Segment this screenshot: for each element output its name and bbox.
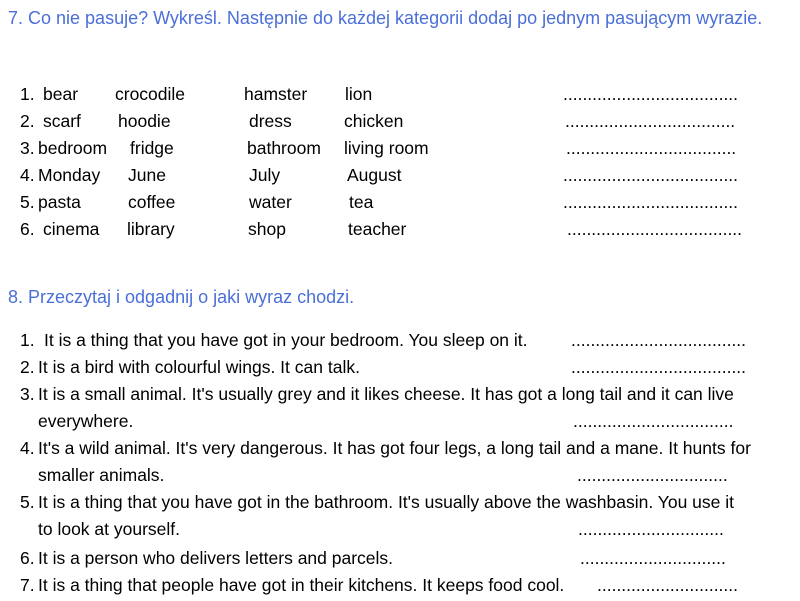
item-text: It is a thing that you have got in the bathroom. It's usually above the washbasin. You use it [38,492,735,512]
word[interactable]: fridge [130,138,174,158]
word[interactable]: crocodile [115,84,186,104]
answer-blank[interactable]: .................................... [571,357,747,377]
word[interactable]: lion [345,84,373,104]
answer-blank[interactable]: ............................... [577,465,728,485]
item-text-continued: smaller animals. [38,465,165,485]
ex7-row [0,192,800,219]
item-number: 5. [20,492,35,512]
ex8-item [0,548,800,574]
word[interactable]: chicken [344,111,404,131]
answer-blank[interactable]: .................................... [567,219,743,239]
ex7-row [0,138,800,165]
word[interactable]: teacher [348,219,407,239]
word[interactable]: tea [349,192,374,212]
answer-blank[interactable]: ................................... [566,138,737,158]
word[interactable]: Monday [38,165,101,185]
item-text: It is a thing that you have got in your bedroom. You sleep on it. [44,330,528,350]
word[interactable]: pasta [38,192,81,212]
exercise-8-heading: 8. Przeczytaj i odgadnij o jaki wyraz chodzi. [8,287,355,307]
row-number: 1. [20,84,35,104]
ex8-item [0,438,800,490]
ex8-item [0,330,800,356]
answer-blank[interactable]: .................................... [563,192,739,212]
row-number: 6. [20,219,35,239]
exercise-7-heading: 7. Co nie pasuje? Wykreśl. Następnie do każdej kategorii dodaj po jednym pasującym wyrazie. [8,8,763,28]
item-text: It is a bird with colourful wings. It can talk. [38,357,360,377]
word[interactable]: water [249,192,292,212]
ex8-item [0,575,800,601]
item-number: 2. [20,357,35,377]
ex7-row [0,111,800,138]
answer-blank[interactable]: .............................. [578,519,724,539]
word[interactable]: scarf [43,111,81,131]
word[interactable]: shop [248,219,286,239]
word[interactable]: July [249,165,281,185]
word[interactable]: hoodie [118,111,171,131]
word[interactable]: bedroom [38,138,108,158]
item-text: It's a wild animal. It's very dangerous. It has got four legs, a long tail and a mane. It hunts for [38,438,751,458]
row-number: 5. [20,192,35,212]
item-number: 1. [20,330,35,350]
item-text-continued: to look at yourself. [38,519,181,539]
ex7-row [0,165,800,192]
word[interactable]: living room [344,138,429,158]
ex8-item [0,492,800,544]
word[interactable]: dress [249,111,292,131]
word[interactable]: cinema [43,219,100,239]
answer-blank[interactable]: .............................. [580,548,726,568]
ex8-item [0,357,800,383]
answer-blank[interactable]: ................................. [573,411,734,431]
item-text: It is a person who delivers letters and parcels. [38,548,394,568]
item-number: 6. [20,548,35,568]
word[interactable]: hamster [244,84,308,104]
row-number: 3. [20,138,35,158]
row-number: 2. [20,111,35,131]
ex7-row [0,219,800,246]
answer-blank[interactable]: ................................... [565,111,736,131]
answer-blank[interactable]: .................................... [571,330,747,350]
word[interactable]: library [127,219,175,239]
word[interactable]: August [347,165,402,185]
answer-blank[interactable]: .................................... [563,165,739,185]
word[interactable]: June [128,165,166,185]
item-text: It is a small animal. It's usually grey and it likes cheese. It has got a long tail and it can live [38,384,734,404]
answer-blank[interactable]: ............................. [597,575,738,595]
answer-blank[interactable]: .................................... [563,84,739,104]
row-number: 4. [20,165,35,185]
ex7-row [0,84,800,111]
word[interactable]: coffee [128,192,176,212]
word[interactable]: bathroom [247,138,321,158]
item-number: 4. [20,438,35,458]
item-text: It is a thing that people have got in their kitchens. It keeps food cool. [38,575,565,595]
ex8-item [0,384,800,436]
item-number: 3. [20,384,35,404]
word[interactable]: bear [43,84,79,104]
item-number: 7. [20,575,35,595]
item-text-continued: everywhere. [38,411,134,431]
